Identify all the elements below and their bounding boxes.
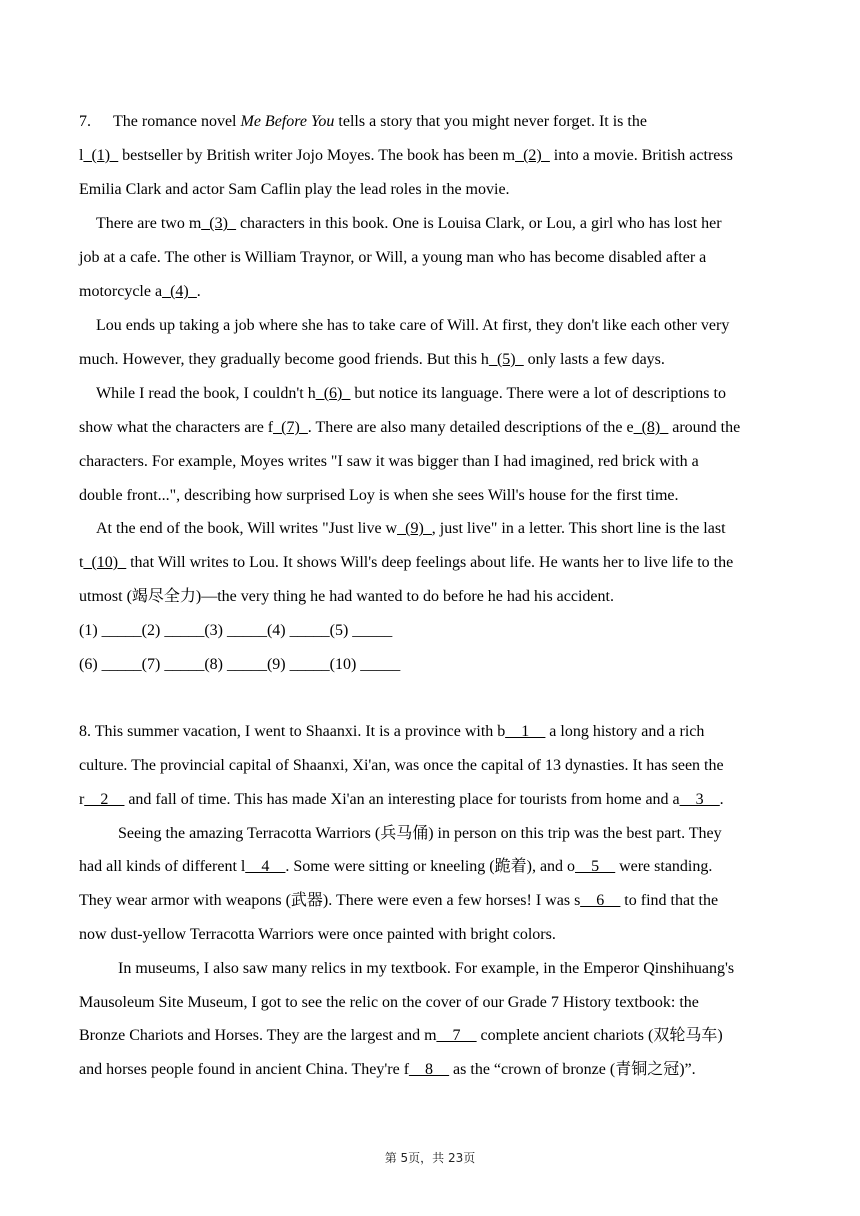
answer-blanks-6-10: (6) _____(7) _____(8) _____(9) _____(10) _____ [79, 656, 401, 673]
blank-2: __2__ [84, 791, 125, 808]
q8-line-9: Mausoleum Site Museum, I got to see the relic on the cover of our Grade 7 History textbook: the [79, 994, 699, 1011]
blank-1: _(1)_ [83, 147, 119, 164]
q7-line-13: At the end of the book, Will writes "Just live w_(9)_, just live" in a letter. This short line is the last [96, 520, 726, 537]
question-number: 7. [79, 113, 91, 130]
q8-line-5: had all kinds of different l__4__. Some were sitting or kneeling (跪着), and o__5__ were standing. [79, 858, 713, 875]
blank-4: _(4)_ [162, 283, 197, 300]
answer-blanks-1-5: (1) _____(2) _____(3) _____(4) _____(5) _____ [79, 622, 393, 639]
q7-line-11: characters. For example, Moyes writes "I saw it was bigger than I had imagined, red brick with a [79, 453, 699, 470]
blank-6: __6__ [580, 892, 621, 909]
q8-line-2: culture. The provincial capital of Shaanxi, Xi'an, was once the capital of 13 dynasties. It has seen the [79, 757, 724, 774]
blank-2: _(2)_ [515, 147, 550, 164]
q8-line-1: 8. This summer vacation, I went to Shaanxi. It is a province with b__1__ a long history and a rich [79, 723, 705, 740]
q7-line-15: utmost (竭尽全力)—the very thing he had wanted to do before he had his accident. [79, 588, 614, 605]
q7-line-3: Emilia Clark and actor Sam Caflin play the lead roles in the movie. [79, 181, 510, 198]
q7-line-5: job at a cafe. The other is William Traynor, or Will, a young man who has become disabled after a [79, 249, 707, 266]
blank-1: __1__ [505, 723, 546, 740]
q7-line-4: There are two m_(3)_ characters in this book. One is Louisa Clark, or Lou, a girl who has lost her [96, 215, 722, 232]
q7-line-6: motorcycle a_(4)_. [79, 283, 201, 300]
blank-4: __4__ [245, 858, 286, 875]
q7-line-2: l_(1)_ bestseller by British writer Jojo Moyes. The book has been m_(2)_ into a movie. British actress [79, 147, 733, 164]
blank-5: _(5)_ [488, 351, 524, 368]
blank-3: __3__ [679, 791, 720, 808]
q8-line-11: and horses people found in ancient China. They're f__8__ as the “crown of bronze (青铜之冠)”. [79, 1061, 696, 1078]
q7-line-9: While I read the book, I couldn't h_(6)_ but notice its language. There were a lot of descriptions to [96, 385, 726, 402]
blank-6: _(6)_ [315, 385, 351, 402]
blank-7: _(7)_ [273, 419, 308, 436]
blank-10: _(10)_ [83, 554, 127, 571]
q7-line-12: double front...", describing how surprised Loy is when she sees Will's house for the first time. [79, 487, 679, 504]
q7-line-8: much. However, they gradually become good friends. But this h_(5)_ only lasts a few days. [79, 351, 665, 368]
blank-7: __7__ [436, 1027, 477, 1044]
blank-8: _(8)_ [633, 419, 669, 436]
q8-line-7: now dust-yellow Terracotta Warriors were once painted with bright colors. [79, 926, 556, 943]
book-title: Me Before You [240, 113, 335, 130]
q7-line-10: show what the characters are f_(7)_. There are also many detailed descriptions of the e_(8)_ around the [79, 419, 741, 436]
blank-9: _(9)_ [397, 520, 432, 537]
blank-3: _(3)_ [201, 215, 236, 232]
page-footer: 第 5页，共 23页 [384, 1151, 476, 1165]
q8-line-6: They wear armor with weapons (武器). There were even a few horses! I was s__6__ to find that the [79, 892, 719, 909]
q8-line-10: Bronze Chariots and Horses. They are the largest and m__7__ complete ancient chariots (双轮马车) [79, 1027, 723, 1044]
q7-line-7: Lou ends up taking a job where she has to take care of Will. At first, they don't like each other very [96, 317, 730, 334]
q8-line-8: In museums, I also saw many relics in my textbook. For example, in the Emperor Qinshihuang's [118, 960, 735, 977]
blank-5: __5__ [575, 858, 616, 875]
blank-8: __8__ [409, 1061, 450, 1078]
q7-line-14: t_(10)_ that Will writes to Lou. It shows Will's deep feelings about life. He wants her to live life to the [79, 554, 734, 571]
q8-line-3: r__2__ and fall of time. This has made Xi'an an interesting place for tourists from home and a__3__. [79, 791, 724, 808]
q8-line-4: Seeing the amazing Terracotta Warriors (兵马俑) in person on this trip was the best part. They [118, 825, 722, 842]
q7-line-1: 7. The romance novel Me Before You tells a story that you might never forget. It is the [79, 113, 647, 130]
